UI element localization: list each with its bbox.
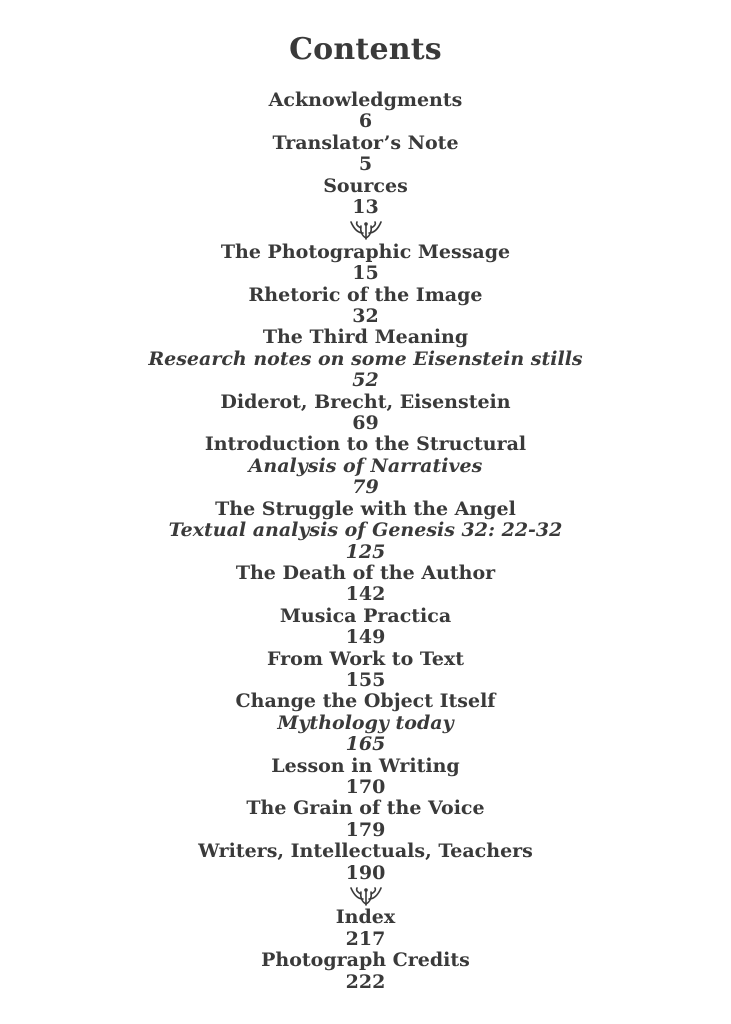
toc-entry[interactable] (0, 907, 731, 950)
toc-entry-page-number: 179 (345, 818, 386, 841)
toc-entry-title: Musica Practica (279, 604, 452, 627)
toc-entry-page-number: 5 (358, 153, 373, 176)
toc-entry-subtitle: Analysis of Narratives (248, 454, 483, 477)
toc-entry-page-number: 15 (352, 262, 379, 285)
toc-entry[interactable] (0, 756, 731, 799)
toc-entry-title: Writers, Intellectuals, Teachers (198, 840, 533, 863)
toc-entry[interactable] (0, 691, 731, 755)
toc-entry[interactable] (0, 242, 731, 285)
toc-entry-title: The Death of the Author (235, 561, 496, 584)
toc-entry-title: Acknowledgments (268, 89, 463, 111)
toc-entry-title: The Third Meaning (262, 326, 469, 349)
toc-entry-page-number: 142 (345, 583, 386, 606)
toc-entry-title: Introduction to the Structural (204, 433, 527, 456)
toc-entry[interactable] (0, 434, 731, 498)
toc-entry[interactable] (0, 841, 731, 884)
toc-entry-title: Photograph Credits (261, 949, 470, 972)
toc-entry-page-number: 32 (352, 305, 379, 328)
toc-entry-page-number: 165 (345, 733, 386, 756)
toc-entry-title: Rhetoric of the Image (248, 283, 483, 306)
toc-entry-page-number: 6 (358, 110, 373, 133)
toc-entry[interactable] (0, 606, 731, 649)
toc-entry[interactable] (0, 133, 731, 176)
toc-entry-page-number: 69 (352, 412, 379, 435)
toc-entry[interactable] (0, 798, 731, 841)
toc-entry[interactable] (0, 950, 731, 993)
toc-entry-subtitle: Textual analysis of Genesis 32: 22-32 (168, 519, 563, 542)
toc-entry-page-number: 155 (345, 668, 386, 691)
toc-entry-page-number: 79 (352, 476, 379, 499)
toc-entry-page-number: 52 (352, 369, 379, 392)
toc-entry-title: Translator’s Note (272, 131, 459, 154)
toc-entry[interactable] (0, 90, 731, 133)
toc-entry-title: Diderot, Brecht, Eisenstein (220, 390, 511, 413)
table-of-contents (0, 90, 731, 993)
toc-entry[interactable] (0, 649, 731, 692)
toc-entry-page-number: 13 (352, 196, 379, 219)
toc-entry-title: The Photographic Message (220, 240, 511, 263)
toc-entry-title: Index (335, 906, 396, 929)
toc-entry-title: From Work to Text (266, 647, 465, 670)
toc-entry-title: The Struggle with the Angel (215, 497, 516, 520)
toc-entry[interactable] (0, 176, 731, 219)
toc-entry-title: The Grain of the Voice (246, 797, 485, 820)
toc-entry[interactable] (0, 392, 731, 435)
toc-entry[interactable] (0, 563, 731, 606)
toc-entry-page-number: 217 (345, 927, 386, 950)
toc-entry-page-number: 190 (345, 861, 386, 884)
toc-entry-page-number: 125 (345, 540, 386, 563)
toc-entry-subtitle: Research notes on some Eisenstein stills (148, 347, 583, 370)
page-title: Contents (289, 32, 442, 67)
toc-entry-page-number: 149 (345, 626, 386, 649)
toc-entry-page-number: 170 (345, 775, 386, 798)
toc-entry[interactable] (0, 499, 731, 563)
fleuron-icon (0, 220, 731, 241)
toc-entry[interactable] (0, 285, 731, 328)
toc-entry-page-number: 222 (345, 970, 386, 993)
toc-entry-subtitle: Mythology today (277, 711, 454, 734)
toc-entry[interactable] (0, 327, 731, 391)
toc-entry-title: Sources (323, 174, 408, 197)
toc-entry-title: Lesson in Writing (271, 754, 460, 777)
toc-entry-title: Change the Object Itself (235, 690, 496, 713)
fleuron-icon (0, 886, 731, 907)
